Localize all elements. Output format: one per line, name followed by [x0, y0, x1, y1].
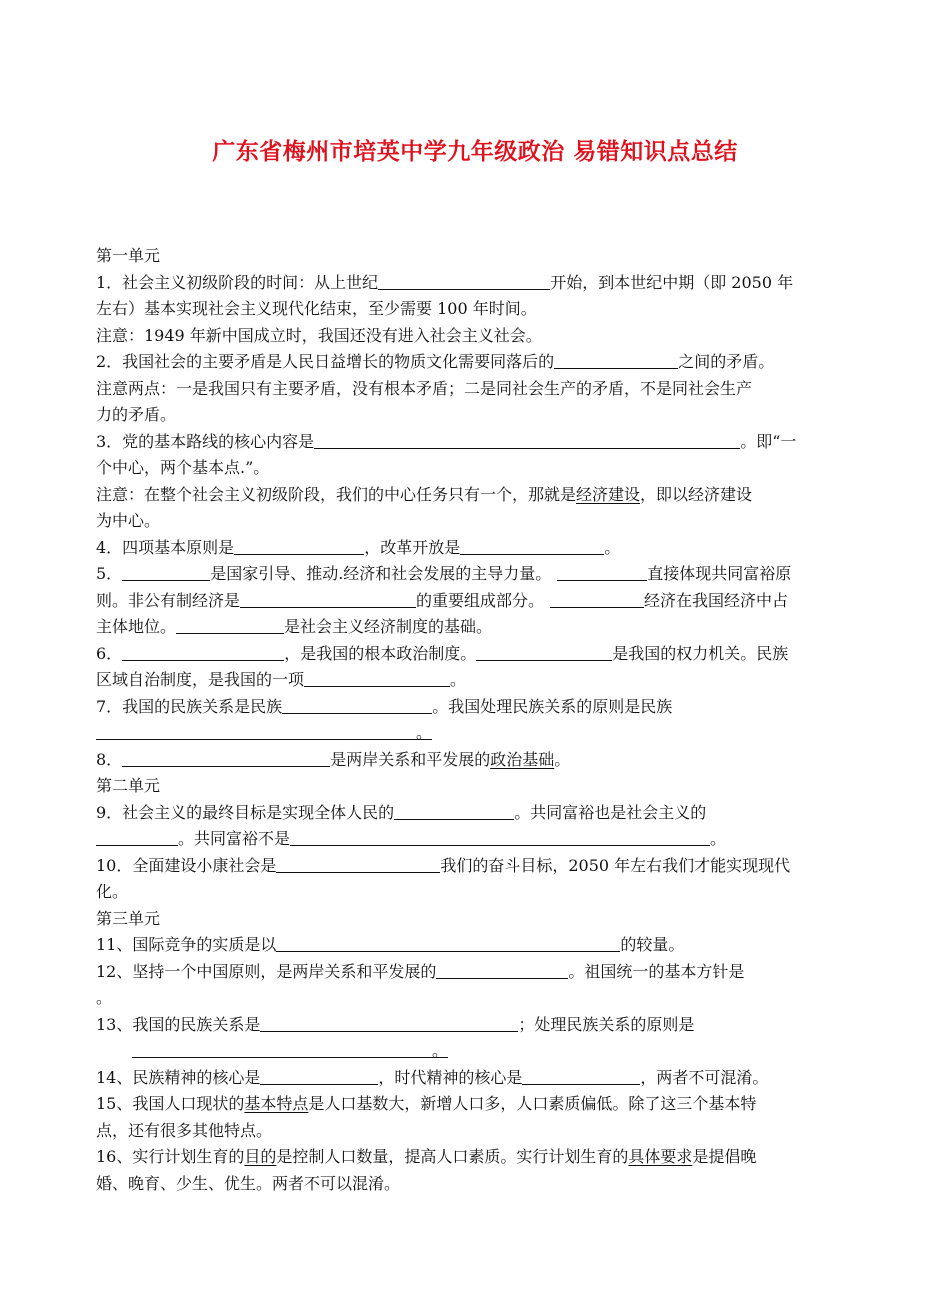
- item-text: 1．社会主义初级阶段的时间：从上世纪: [96, 272, 379, 292]
- item-text: 是人口基数大，新增人口多，人口素质偏低。除了这三个基本特: [308, 1094, 757, 1113]
- fill-blank: [260, 1012, 518, 1032]
- item-text: 是我国的权力机关。民族: [612, 643, 789, 663]
- item-4: [96, 535, 856, 562]
- note-text: 注意：在整个社会主义初级阶段，我们的中心任务只有一个，那就是: [96, 484, 577, 504]
- item-text: 是国家引导、推动.经济和社会发展的主导力量。: [210, 564, 552, 583]
- item-text: ；处理民族关系的原则是: [518, 1014, 695, 1034]
- item-13-cont: [96, 1038, 856, 1065]
- item-text: 8．: [96, 749, 123, 769]
- item-10: [96, 853, 856, 880]
- fill-blank: [394, 800, 514, 820]
- item-7-cont: [96, 720, 856, 747]
- item-14: [96, 1065, 856, 1092]
- item-12: [96, 959, 856, 986]
- item-text: 。共同富裕不是: [178, 829, 291, 848]
- item-text: 的较量。: [620, 935, 685, 954]
- item-11: [96, 932, 856, 959]
- item-text: 是社会主义经济制度的基础。: [284, 617, 493, 636]
- fill-blank: [96, 826, 178, 846]
- fill-blank: [304, 667, 450, 687]
- fill-blank: [132, 1038, 448, 1058]
- item-1-cont: 左右）基本实现社会主义现代化结束，至少需要 100 年时间。: [96, 299, 537, 318]
- item-15-cont: 点，还有很多其他特点。: [96, 1120, 273, 1140]
- item-text: 。共同富裕也是社会主义的: [514, 802, 707, 822]
- fill-blank: [260, 1065, 378, 1085]
- note-1: 注意：1949 年新中国成立时，我国还没有进入社会主义社会。: [96, 325, 542, 345]
- fill-blank: [122, 561, 210, 581]
- item-6-cont: [96, 667, 856, 694]
- fill-blank: [176, 614, 284, 634]
- fill-blank: [276, 853, 440, 873]
- item-text: 。: [432, 1041, 449, 1060]
- fill-blank: [476, 641, 612, 661]
- fill-blank: [240, 588, 416, 608]
- item-6: [96, 641, 856, 668]
- item-12-cont: 。: [96, 988, 113, 1007]
- item-text: 。: [604, 537, 621, 557]
- fill-blank: [460, 535, 604, 555]
- note-3-cont: 为中心。: [96, 511, 161, 530]
- item-text: 4．四项基本原则是: [96, 537, 235, 557]
- fill-blank: [522, 1065, 640, 1085]
- item-text: 6．: [96, 643, 123, 663]
- item-text: ，时代精神的核心是: [378, 1067, 523, 1087]
- item-5-cont2: [96, 614, 856, 641]
- item-text: 2．我国社会的主要矛盾是人民日益增长的物质文化需要同落后的: [96, 352, 555, 371]
- item-text: 12、坚持一个中国原则，是两岸关系和平发展的: [96, 961, 437, 981]
- item-2: [96, 349, 856, 376]
- item-text: 。: [450, 670, 467, 689]
- fill-blank: [282, 694, 432, 714]
- item-text: 11、国际竞争的实质是以: [96, 935, 277, 954]
- fill-blank: [314, 429, 740, 449]
- fill-blank: [436, 959, 568, 979]
- item-15: [96, 1091, 856, 1118]
- item-text: 。: [416, 723, 433, 742]
- item-text: ，是我国的根本政治制度。: [284, 643, 477, 663]
- item-text: 直接体现共同富裕原: [647, 564, 792, 583]
- item-3: [96, 429, 856, 456]
- item-text: 是两岸关系和平发展的: [330, 749, 491, 769]
- item-text: 10．全面建设小康社会是: [96, 855, 277, 875]
- underlined-term: 具体要求: [628, 1147, 693, 1166]
- item-16-cont: 婚、晚育、少生、优生。两者不可以混淆。: [96, 1173, 401, 1193]
- underlined-term: 政治基础: [490, 749, 555, 769]
- item-text: 是提倡晚: [692, 1147, 757, 1166]
- item-1: [96, 270, 856, 297]
- item-text: 的重要组成部分。: [416, 590, 545, 610]
- item-text: 13、我国的民族关系是: [96, 1014, 261, 1034]
- section-heading: 第二单元: [96, 776, 161, 795]
- document-title: 广东省梅州市培英中学九年级政治 易错知识点总结: [212, 139, 738, 165]
- item-text: 15、我国人口现状的: [96, 1094, 245, 1113]
- fill-blank: [554, 349, 678, 369]
- fill-blank: [276, 932, 620, 952]
- item-text: 9．社会主义的最终目标是实现全体人民的: [96, 802, 395, 822]
- item-text: ，两者不可混淆。: [640, 1067, 769, 1087]
- fill-blank: [557, 561, 647, 581]
- underlined-term: 目的: [244, 1147, 277, 1166]
- item-text: ，改革开放是: [364, 537, 461, 557]
- item-text: 。: [710, 829, 727, 848]
- item-text: 主体地位。: [96, 617, 177, 636]
- document-body: [96, 243, 856, 1197]
- underlined-term: 经济建设: [576, 484, 641, 504]
- item-text: 则。非公有制经济是: [96, 590, 241, 610]
- item-5-cont: [96, 588, 856, 615]
- underlined-term: 基本特点: [244, 1094, 309, 1113]
- fill-blank: [122, 641, 284, 661]
- item-text: 。祖国统一的基本方针是: [568, 961, 745, 981]
- item-13: [96, 1012, 856, 1039]
- note-text: ，即以经济建设: [640, 484, 753, 504]
- item-8: [96, 747, 856, 774]
- item-text: 。: [554, 749, 571, 769]
- item-text: 是控制人口数量，提高人口素质。实行计划生育的: [276, 1147, 629, 1166]
- note-2: 注意两点：一是我国只有主要矛盾，没有根本矛盾；二是同社会生产的矛盾，不是同社会生产: [96, 378, 753, 398]
- item-text: 。我国处理民族关系的原则是民族: [432, 696, 673, 716]
- item-text: 14、民族精神的核心是: [96, 1067, 261, 1087]
- item-text: 7．我国的民族关系是民族: [96, 696, 283, 716]
- item-text: 之间的矛盾。: [678, 352, 775, 371]
- fill-blank: [96, 720, 432, 740]
- fill-blank: [290, 826, 710, 846]
- fill-blank: [378, 270, 550, 290]
- item-3-cont: 个中心，两个基本点.”。: [96, 458, 270, 477]
- item-text: 我们的奋斗目标，2050 年左右我们才能实现现代: [440, 855, 791, 875]
- item-text: 5．: [96, 564, 123, 583]
- item-9-cont: [96, 826, 856, 853]
- item-text: 。即“一: [740, 431, 797, 451]
- note-3: [96, 482, 856, 509]
- item-text: 3．党的基本路线的核心内容是: [96, 431, 315, 451]
- fill-blank: [234, 535, 364, 555]
- item-7: [96, 694, 856, 721]
- section-heading: 第一单元: [96, 246, 161, 265]
- item-9: [96, 800, 856, 827]
- note-2-cont: 力的矛盾。: [96, 405, 177, 424]
- item-text: 16、实行计划生育的: [96, 1147, 245, 1166]
- item-text: 开始，到本世纪中期（即 2050 年: [550, 272, 794, 292]
- fill-blank: [550, 588, 644, 608]
- fill-blank: [122, 747, 330, 767]
- item-text: 经济在我国经济中占: [644, 590, 789, 610]
- item-text: 区域自治制度，是我国的一项: [96, 670, 305, 689]
- item-16: [96, 1144, 856, 1171]
- section-heading: 第三单元: [96, 908, 161, 928]
- item-10-cont: 化。: [96, 882, 129, 901]
- item-5: [96, 561, 856, 588]
